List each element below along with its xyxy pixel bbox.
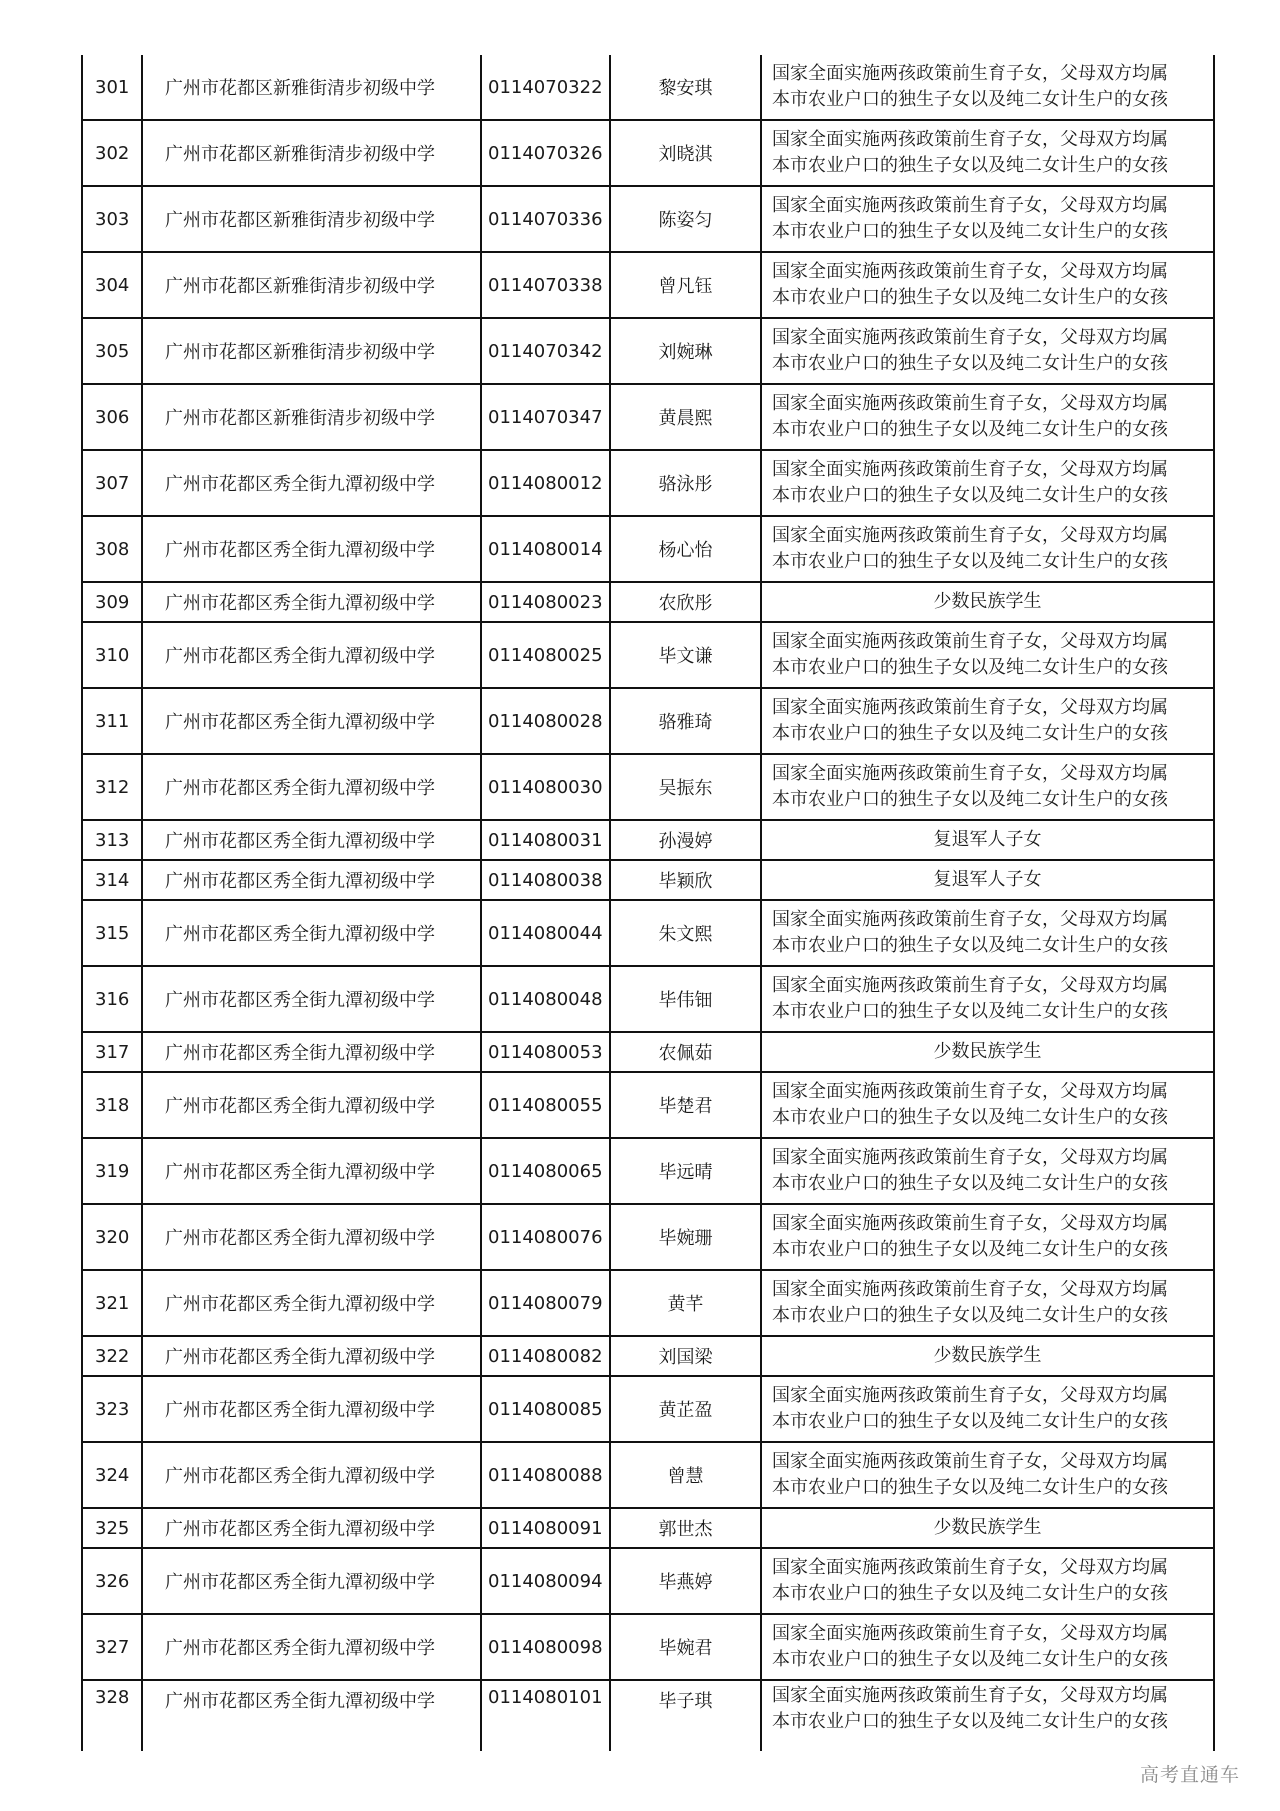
eligibility-reason: 少数民族学生: [761, 1032, 1214, 1072]
row-number: 301: [82, 55, 142, 120]
reason-line: 国家全面实施两孩政策前生育子女，父母双方均属: [772, 1557, 1168, 1578]
row-number: 322: [82, 1336, 142, 1376]
reason-line: 国家全面实施两孩政策前生育子女，父母双方均属: [772, 909, 1168, 930]
row-number: 320: [82, 1204, 142, 1270]
row-number: 318: [82, 1072, 142, 1138]
student-name: 毕子琪: [610, 1680, 761, 1751]
eligibility-reason: [761, 1614, 1214, 1680]
eligibility-reason: 少数民族学生: [761, 1508, 1214, 1548]
row-number: 316: [82, 966, 142, 1032]
school-name: 广州市花都区秀全街九潭初级中学: [142, 1508, 481, 1548]
table-row: [82, 516, 1214, 582]
eligibility-reason: [761, 1072, 1214, 1138]
reason-line: 本市农业户口的独生子女以及纯二女计生户的女孩: [772, 287, 1168, 308]
row-number: 324: [82, 1442, 142, 1508]
school-name: 广州市花都区新雅街清步初级中学: [142, 186, 481, 252]
student-name: 农欣彤: [610, 582, 761, 622]
student-name: 黄芷盈: [610, 1376, 761, 1442]
reason-line: 本市农业户口的独生子女以及纯二女计生户的女孩: [772, 1107, 1168, 1128]
student-name: 毕伟钿: [610, 966, 761, 1032]
reason-line: 本市农业户口的独生子女以及纯二女计生户的女孩: [772, 1001, 1168, 1022]
student-id: 0114080079: [481, 1270, 610, 1336]
row-number: 305: [82, 318, 142, 384]
student-name: 毕楚君: [610, 1072, 761, 1138]
eligibility-reason: 少数民族学生: [761, 1336, 1214, 1376]
table-row: [82, 1072, 1214, 1138]
table-row: [82, 966, 1214, 1032]
student-name: 黎安琪: [610, 55, 761, 120]
eligibility-reason: [761, 754, 1214, 820]
student-name: 农佩茹: [610, 1032, 761, 1072]
school-name: 广州市花都区新雅街清步初级中学: [142, 252, 481, 318]
table-row: [82, 55, 1214, 120]
table-row: [82, 318, 1214, 384]
reason-line: 本市农业户口的独生子女以及纯二女计生户的女孩: [772, 1173, 1168, 1194]
reason-line: 国家全面实施两孩政策前生育子女，父母双方均属: [772, 195, 1168, 216]
eligibility-reason: [761, 1204, 1214, 1270]
row-number: 303: [82, 186, 142, 252]
table-row: [82, 1442, 1214, 1508]
reason-line: 本市农业户口的独生子女以及纯二女计生户的女孩: [772, 1649, 1168, 1670]
row-number: 306: [82, 384, 142, 450]
reason-line: 国家全面实施两孩政策前生育子女，父母双方均属: [772, 975, 1168, 996]
eligibility-reason: [761, 516, 1214, 582]
table-row: [82, 820, 1214, 860]
row-number: 327: [82, 1614, 142, 1680]
reason-line: 国家全面实施两孩政策前生育子女，父母双方均属: [772, 525, 1168, 546]
student-id: 0114080025: [481, 622, 610, 688]
reason-line: 国家全面实施两孩政策前生育子女，父母双方均属: [772, 1385, 1168, 1406]
table-row: [82, 1336, 1214, 1376]
reason-line: 本市农业户口的独生子女以及纯二女计生户的女孩: [772, 155, 1168, 176]
reason-line: 本市农业户口的独生子女以及纯二女计生户的女孩: [772, 551, 1168, 572]
school-name: 广州市花都区秀全街九潭初级中学: [142, 582, 481, 622]
eligibility-reason: 复退军人子女: [761, 820, 1214, 860]
student-id: 0114080048: [481, 966, 610, 1032]
eligibility-reason: [761, 688, 1214, 754]
student-id: 0114080082: [481, 1336, 610, 1376]
row-number: 302: [82, 120, 142, 186]
table-row: [82, 384, 1214, 450]
student-id: 0114080076: [481, 1204, 610, 1270]
table-row: [82, 1508, 1214, 1548]
student-name: 黄晨熙: [610, 384, 761, 450]
student-id: 0114080085: [481, 1376, 610, 1442]
student-list-table: [81, 55, 1215, 1751]
row-number: 317: [82, 1032, 142, 1072]
row-number: 315: [82, 900, 142, 966]
student-id: 0114080038: [481, 860, 610, 900]
reason-line: 本市农业户口的独生子女以及纯二女计生户的女孩: [772, 1711, 1168, 1732]
reason-line: 本市农业户口的独生子女以及纯二女计生户的女孩: [772, 89, 1168, 110]
school-name: 广州市花都区秀全街九潭初级中学: [142, 1680, 481, 1751]
reason-line: 本市农业户口的独生子女以及纯二女计生户的女孩: [772, 1411, 1168, 1432]
table-row: [82, 622, 1214, 688]
eligibility-reason: [761, 120, 1214, 186]
reason-line: 本市农业户口的独生子女以及纯二女计生户的女孩: [772, 1239, 1168, 1260]
row-number: 309: [82, 582, 142, 622]
school-name: 广州市花都区新雅街清步初级中学: [142, 384, 481, 450]
student-name: 毕婉珊: [610, 1204, 761, 1270]
school-name: 广州市花都区秀全街九潭初级中学: [142, 1204, 481, 1270]
eligibility-reason: [761, 966, 1214, 1032]
eligibility-reason: [761, 622, 1214, 688]
reason-line: 本市农业户口的独生子女以及纯二女计生户的女孩: [772, 1477, 1168, 1498]
school-name: 广州市花都区秀全街九潭初级中学: [142, 622, 481, 688]
row-number: 307: [82, 450, 142, 516]
reason-line: 本市农业户口的独生子女以及纯二女计生户的女孩: [772, 789, 1168, 810]
eligibility-reason: [761, 384, 1214, 450]
student-name: 郭世杰: [610, 1508, 761, 1548]
school-name: 广州市花都区新雅街清步初级中学: [142, 120, 481, 186]
student-name: 吴振东: [610, 754, 761, 820]
student-name: 毕文谦: [610, 622, 761, 688]
row-number: 313: [82, 820, 142, 860]
reason-line: 国家全面实施两孩政策前生育子女，父母双方均属: [772, 763, 1168, 784]
student-name: 毕远晴: [610, 1138, 761, 1204]
school-name: 广州市花都区秀全街九潭初级中学: [142, 1138, 481, 1204]
eligibility-reason: [761, 186, 1214, 252]
reason-line: 本市农业户口的独生子女以及纯二女计生户的女孩: [772, 1305, 1168, 1326]
student-id: 0114070336: [481, 186, 610, 252]
school-name: 广州市花都区秀全街九潭初级中学: [142, 1072, 481, 1138]
row-number: 328: [82, 1680, 142, 1751]
eligibility-reason: 少数民族学生: [761, 582, 1214, 622]
reason-line: 本市农业户口的独生子女以及纯二女计生户的女孩: [772, 419, 1168, 440]
reason-line: 国家全面实施两孩政策前生育子女，父母双方均属: [772, 129, 1168, 150]
eligibility-reason: [761, 1270, 1214, 1336]
reason-line: 本市农业户口的独生子女以及纯二女计生户的女孩: [772, 1583, 1168, 1604]
student-name: 曾慧: [610, 1442, 761, 1508]
student-name: 刘婉琳: [610, 318, 761, 384]
table-row: [82, 252, 1214, 318]
school-name: 广州市花都区新雅街清步初级中学: [142, 318, 481, 384]
table-row: [82, 754, 1214, 820]
reason-line: 国家全面实施两孩政策前生育子女，父母双方均属: [772, 327, 1168, 348]
reason-line: 国家全面实施两孩政策前生育子女，父母双方均属: [772, 631, 1168, 652]
student-name: 刘国梁: [610, 1336, 761, 1376]
school-name: 广州市花都区新雅街清步初级中学: [142, 55, 481, 120]
student-id: 0114080055: [481, 1072, 610, 1138]
student-id: 0114080094: [481, 1548, 610, 1614]
school-name: 广州市花都区秀全街九潭初级中学: [142, 688, 481, 754]
student-id: 0114080014: [481, 516, 610, 582]
eligibility-reason: [761, 1442, 1214, 1508]
student-id: 0114080088: [481, 1442, 610, 1508]
eligibility-reason: 复退军人子女: [761, 860, 1214, 900]
table-row: [82, 1548, 1214, 1614]
reason-line: 国家全面实施两孩政策前生育子女，父母双方均属: [772, 393, 1168, 414]
student-id: 0114070338: [481, 252, 610, 318]
row-number: 314: [82, 860, 142, 900]
reason-line: 本市农业户口的独生子女以及纯二女计生户的女孩: [772, 353, 1168, 374]
reason-line: 国家全面实施两孩政策前生育子女，父母双方均属: [772, 1623, 1168, 1644]
student-name: 孙漫婷: [610, 820, 761, 860]
watermark: 高考直通车: [1140, 1764, 1241, 1786]
eligibility-reason: [761, 55, 1214, 120]
table-body: [82, 55, 1214, 1751]
student-id: 0114080065: [481, 1138, 610, 1204]
student-id: 0114080091: [481, 1508, 610, 1548]
table-row: [82, 688, 1214, 754]
school-name: 广州市花都区秀全街九潭初级中学: [142, 900, 481, 966]
reason-line: 国家全面实施两孩政策前生育子女，父母双方均属: [772, 1147, 1168, 1168]
reason-line: 国家全面实施两孩政策前生育子女，父母双方均属: [772, 1279, 1168, 1300]
table-row: [82, 1614, 1214, 1680]
row-number: 325: [82, 1508, 142, 1548]
school-name: 广州市花都区秀全街九潭初级中学: [142, 1032, 481, 1072]
reason-line: 国家全面实施两孩政策前生育子女，父母双方均属: [772, 63, 1168, 84]
table-row: [82, 860, 1214, 900]
student-name: 毕颖欣: [610, 860, 761, 900]
student-name: 曾凡钰: [610, 252, 761, 318]
row-number: 304: [82, 252, 142, 318]
reason-line: 国家全面实施两孩政策前生育子女，父母双方均属: [772, 1451, 1168, 1472]
reason-line: 国家全面实施两孩政策前生育子女，父母双方均属: [772, 1213, 1168, 1234]
table-row: [82, 1376, 1214, 1442]
student-id: 0114080030: [481, 754, 610, 820]
student-id: 0114080023: [481, 582, 610, 622]
reason-line: 本市农业户口的独生子女以及纯二女计生户的女孩: [772, 935, 1168, 956]
row-number: 321: [82, 1270, 142, 1336]
eligibility-reason: [761, 1376, 1214, 1442]
school-name: 广州市花都区秀全街九潭初级中学: [142, 820, 481, 860]
student-id: 0114070326: [481, 120, 610, 186]
reason-line: 国家全面实施两孩政策前生育子女，父母双方均属: [772, 459, 1168, 480]
eligibility-reason: [761, 450, 1214, 516]
school-name: 广州市花都区秀全街九潭初级中学: [142, 1614, 481, 1680]
school-name: 广州市花都区秀全街九潭初级中学: [142, 1442, 481, 1508]
reason-line: 本市农业户口的独生子女以及纯二女计生户的女孩: [772, 657, 1168, 678]
row-number: 319: [82, 1138, 142, 1204]
student-name: 陈姿匀: [610, 186, 761, 252]
student-id: 0114080031: [481, 820, 610, 860]
table-row: [82, 1032, 1214, 1072]
table-row: [82, 186, 1214, 252]
row-number: 310: [82, 622, 142, 688]
reason-line: 国家全面实施两孩政策前生育子女，父母双方均属: [772, 1685, 1168, 1706]
student-name: 刘晓淇: [610, 120, 761, 186]
school-name: 广州市花都区秀全街九潭初级中学: [142, 1270, 481, 1336]
row-number: 311: [82, 688, 142, 754]
school-name: 广州市花都区秀全街九潭初级中学: [142, 450, 481, 516]
school-name: 广州市花都区秀全街九潭初级中学: [142, 1376, 481, 1442]
student-name: 黄芊: [610, 1270, 761, 1336]
eligibility-reason: [761, 1138, 1214, 1204]
student-id: 0114080012: [481, 450, 610, 516]
student-id: 0114070347: [481, 384, 610, 450]
reason-line: 国家全面实施两孩政策前生育子女，父母双方均属: [772, 697, 1168, 718]
school-name: 广州市花都区秀全街九潭初级中学: [142, 860, 481, 900]
reason-line: 本市农业户口的独生子女以及纯二女计生户的女孩: [772, 723, 1168, 744]
school-name: 广州市花都区秀全街九潭初级中学: [142, 966, 481, 1032]
school-name: 广州市花都区秀全街九潭初级中学: [142, 1548, 481, 1614]
table-row: [82, 582, 1214, 622]
student-id: 0114080044: [481, 900, 610, 966]
reason-line: 本市农业户口的独生子女以及纯二女计生户的女孩: [772, 221, 1168, 242]
table-row: [82, 1204, 1214, 1270]
student-name: 杨心怡: [610, 516, 761, 582]
eligibility-reason: [761, 318, 1214, 384]
student-id: 0114070322: [481, 55, 610, 120]
table-row: [82, 1138, 1214, 1204]
table-row: [82, 120, 1214, 186]
student-name: 朱文熙: [610, 900, 761, 966]
table-row: [82, 900, 1214, 966]
row-number: 326: [82, 1548, 142, 1614]
table-row: [82, 1680, 1214, 1751]
row-number: 323: [82, 1376, 142, 1442]
row-number: 312: [82, 754, 142, 820]
student-id: 0114080098: [481, 1614, 610, 1680]
reason-line: 国家全面实施两孩政策前生育子女，父母双方均属: [772, 261, 1168, 282]
student-name: 毕婉君: [610, 1614, 761, 1680]
student-name: 骆泳彤: [610, 450, 761, 516]
row-number: 308: [82, 516, 142, 582]
student-id: 0114080101: [481, 1680, 610, 1751]
student-name: 毕燕婷: [610, 1548, 761, 1614]
eligibility-reason: [761, 1548, 1214, 1614]
student-id: 0114080028: [481, 688, 610, 754]
eligibility-reason: [761, 900, 1214, 966]
table-row: [82, 450, 1214, 516]
table-row: [82, 1270, 1214, 1336]
reason-line: 国家全面实施两孩政策前生育子女，父母双方均属: [772, 1081, 1168, 1102]
student-name: 骆雅琦: [610, 688, 761, 754]
reason-line: 本市农业户口的独生子女以及纯二女计生户的女孩: [772, 485, 1168, 506]
student-id: 0114080053: [481, 1032, 610, 1072]
eligibility-reason: [761, 1680, 1214, 1751]
school-name: 广州市花都区秀全街九潭初级中学: [142, 1336, 481, 1376]
eligibility-reason: [761, 252, 1214, 318]
school-name: 广州市花都区秀全街九潭初级中学: [142, 516, 481, 582]
school-name: 广州市花都区秀全街九潭初级中学: [142, 754, 481, 820]
student-id: 0114070342: [481, 318, 610, 384]
